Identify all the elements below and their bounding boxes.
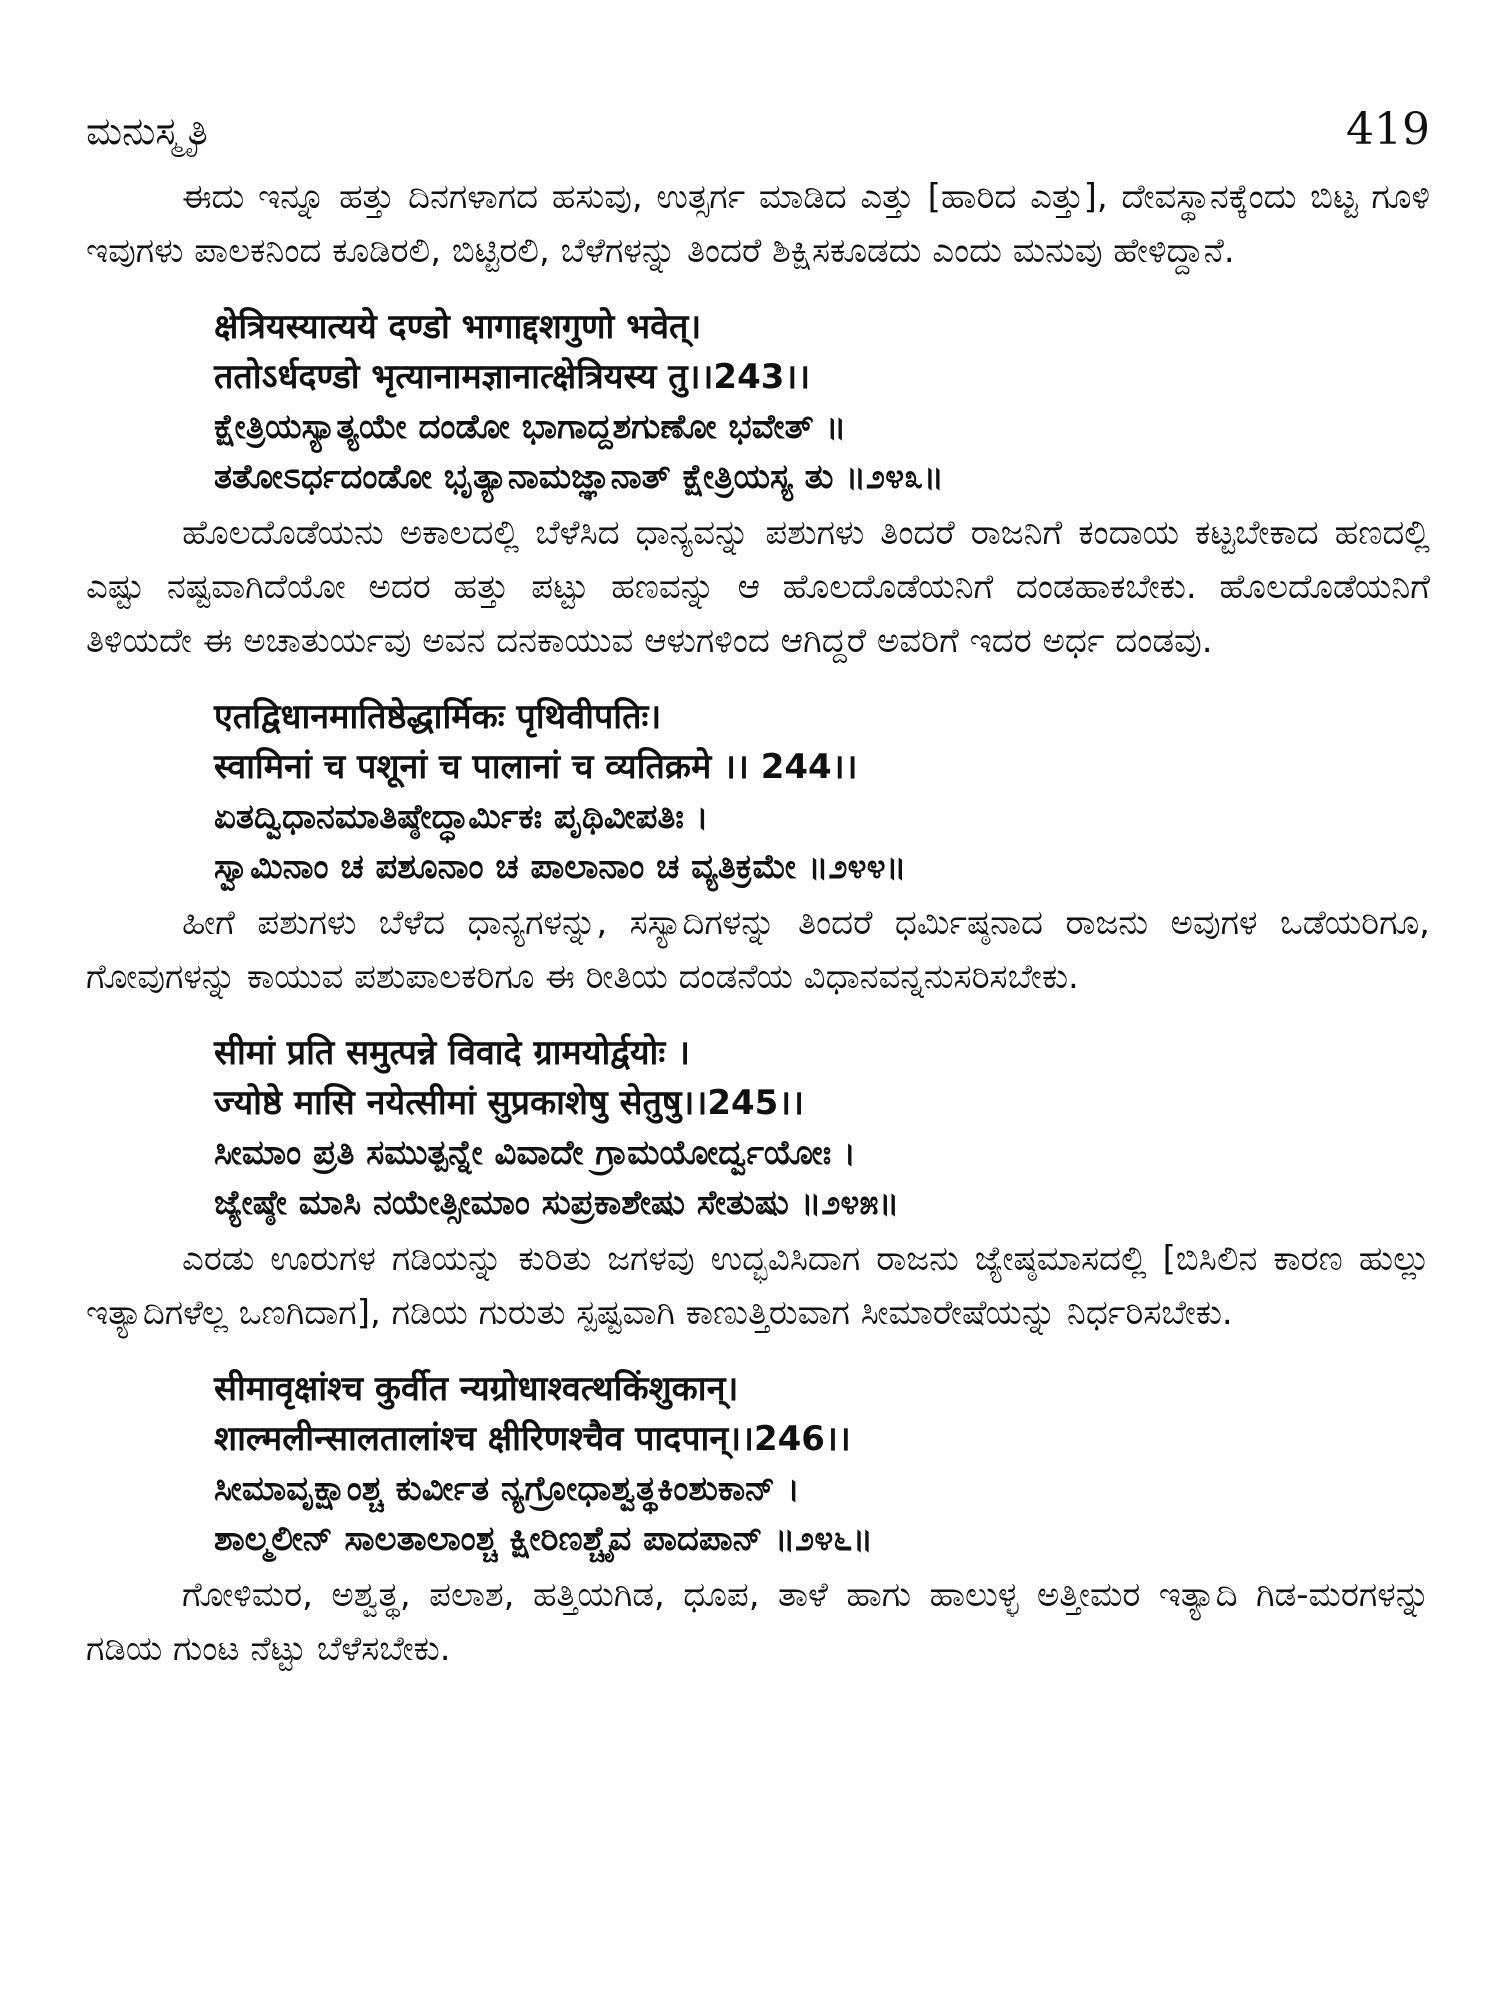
page-header	[86, 104, 1430, 155]
sanskrit-line: ततोऽर्धदण्डो भृत्यानामज्ञानात्क्षेत्रियस्य तु।।243।।	[214, 357, 811, 397]
kannada-verse-line: ಕ್ಷೇತ್ರಿಯಸ್ಯಾತ್ಯಯೇ ದಂಡೋ ಭಾಗಾದ್ದಶಗುಣೋ ಭವೇತ್ ॥	[214, 407, 847, 447]
verse-245	[214, 1028, 1430, 1228]
translation-paragraph: ಎರಡು ಊರುಗಳ ಗಡಿಯನ್ನು ಕುರಿತು ಜಗಳವು ಉದ್ಭವಿಸಿದಾಗ ರಾಜನು ಜ್ಯೇಷ್ಠಮಾಸದಲ್ಲಿ [ಬಿಸಿಲಿನ ಕಾರಣ ಹುಲ್ಲು ಇತ್ಯಾದಿಗಳೆಲ್ಲ ಒಣಗಿದಾಗ], ಗಡಿಯ ಗುರುತು ಸ್ಪಷ್ಟವಾಗಿ ಕಾಣುತ್ತಿರುವಾಗ ಸೀಮಾರೇಷೆಯನ್ನು ನಿರ್ಧರಿಸಬೇಕು.	[86, 1239, 1430, 1333]
kannada-verse-line: ಏತದ್ವಿಧಾನಮಾತಿಷ್ಠೇದ್ಧಾರ್ಮಿಕಃ ಪೃಥಿವೀಪತಿಃ ।	[214, 797, 709, 837]
intro-paragraph: ಈದು ಇನ್ನೂ ಹತ್ತು ದಿನಗಳಾಗದ ಹಸುವು, ಉತ್ಸರ್ಗ ಮಾಡಿದ ಎತ್ತು [ಹಾರಿದ ಎತ್ತು], ದೇವಸ್ಥಾನಕ್ಕೆಂದು ಬಿಟ್ಟ ಗೂಳಿ ಇವುಗಳು ಪಾಲಕನಿಂದ ಕೂಡಿರಲಿ, ಬಿಟ್ಟಿರಲಿ, ಬೆಳೆಗಳನ್ನು ತಿಂದರೆ ಶಿಕ್ಷಿಸಕೂಡದು ಎಂದು ಮನುವು ಹೇಳಿದ್ದಾನೆ.	[86, 177, 1430, 271]
sanskrit-line: स्वामिनां च पशूनां च पालानां च व्यतिक्रमे ।। 244।।	[214, 747, 858, 787]
sanskrit-line: शाल्मलीन्सालतालांश्च क्षीरिणश्चैव पादपान्।।246।।	[214, 1419, 851, 1459]
kannada-verse-line: ತತೋಽರ್ಧದಂಡೋ ಭೃತ್ಯಾನಾಮಜ್ಞಾನಾತ್ ಕ್ಷೇತ್ರಿಯಸ್ಯ ತು ॥೨೪೩॥	[214, 457, 944, 497]
verse-246	[214, 1364, 1430, 1564]
kannada-verse-line: ಜ್ಯೇಷ್ಠೇ ಮಾಸಿ ನಯೇತ್ಸೀಮಾಂ ಸುಪ್ರಕಾಶೇಷು ಸೇತುಷು ॥೨೪೫॥	[214, 1183, 900, 1223]
sanskrit-line: ज्योष्ठे मासि नयेत्सीमां सुप्रकाशेषु सेतुषु।।245।।	[214, 1083, 805, 1123]
verse-244	[214, 692, 1430, 892]
translation-paragraph: ಹೊಲದೊಡೆಯನು ಅಕಾಲದಲ್ಲಿ ಬೆಳೆಸಿದ ಧಾನ್ಯವನ್ನು ಪಶುಗಳು ತಿಂದರೆ ರಾಜನಿಗೆ ಕಂದಾಯ ಕಟ್ಟಬೇಕಾದ ಹಣದಲ್ಲಿ ಎಷ್ಟು ನಷ್ಟವಾಗಿದೆಯೋ ಅದರ ಹತ್ತು ಪಟ್ಟು ಹಣವನ್ನು ಆ ಹೊಲದೊಡೆಯನಿಗೆ ದಂಡಹಾಕಬೇಕು. ಹೊಲದೊಡೆಯನಿಗೆ ತಿಳಿಯದೇ ಈ ಅಚಾತುರ್ಯವು ಅವನ ದನಕಾಯುವ ಆಳುಗಳಿಂದ ಆಗಿದ್ದರೆ ಅವರಿಗೆ ಇದರ ಅರ್ಧ ದಂಡವು.	[86, 513, 1430, 661]
kannada-verse-line: ಸ್ವಾಮಿನಾಂ ಚ ಪಶೂನಾಂ ಚ ಪಾಲಾನಾಂ ಚ ವ್ಯತಿಕ್ರಮೇ ॥೨೪೪॥	[214, 847, 907, 887]
verse-243	[214, 302, 1430, 502]
kannada-verse-line: ಶಾಲ್ಮಲೀನ್ ಸಾಲತಾಲಾಂಶ್ಚ ಕ್ಷೀರಿಣಶ್ಚೈವ ಪಾದಪಾನ್ ॥೨೪೬॥	[214, 1519, 874, 1559]
sanskrit-line: क्षेत्रियस्यात्यये दण्डो भागाद्दशगुणो भवेत्।	[214, 307, 702, 347]
kannada-verse-line: ಸೀಮಾವೃಕ್ಷಾಂಶ್ಚ ಕುರ್ವೀತ ನ್ಯಗ್ರೋಧಾಶ್ವತ್ಥಕಿಂಶುಕಾನ್ ।	[214, 1469, 800, 1509]
running-title: ಮನುಸ್ಮೃತಿ	[86, 109, 208, 153]
sanskrit-line: सीमां प्रति समुत्पन्ने विवादे ग्रामयोर्द्वयोः ।	[214, 1033, 690, 1073]
translation-paragraph: ಹೀಗೆ ಪಶುಗಳು ಬೆಳೆದ ಧಾನ್ಯಗಳನ್ನು, ಸಸ್ಯಾದಿಗಳನ್ನು ತಿಂದರೆ ಧರ್ಮಿಷ್ಠನಾದ ರಾಜನು ಅವುಗಳ ಒಡೆಯರಿಗೂ, ಗೋವುಗಳನ್ನು ಕಾಯುವ ಪಶುಪಾಲಕರಿಗೂ ಈ ರೀತಿಯ ದಂಡನೆಯ ವಿಧಾನವನ್ನನುಸರಿಸಬೇಕು.	[86, 903, 1430, 997]
translation-paragraph: ಗೋಳಿಮರ, ಅಶ್ವತ್ಥ, ಪಲಾಶ, ಹತ್ತಿಯಗಿಡ, ಧೂಪ, ತಾಳೆ ಹಾಗು ಹಾಲುಳ್ಳ ಅತ್ತೀಮರ ಇತ್ಯಾದಿ ಗಿಡ-ಮರಗಳನ್ನು ಗಡಿಯ ಗುಂಟ ನೆಟ್ಟು ಬೆಳೆಸಬೇಕು.	[86, 1575, 1430, 1669]
sanskrit-line: एतद्विधानमातिष्ठेद्धार्मिकः पृथिवीपतिः।	[214, 697, 662, 737]
page-body	[86, 170, 1430, 1684]
page-number: 419	[1346, 104, 1430, 155]
kannada-verse-line: ಸೀಮಾಂ ಪ್ರತಿ ಸಮುತ್ಪನ್ನೇ ವಿವಾದೇ ಗ್ರಾಮಯೋರ್ದ್ವಯೋಃ ।	[214, 1133, 856, 1173]
sanskrit-line: सीमावृक्षांश्च कुर्वीत न्यग्रोधाश्वत्थकिंशुकान्।	[214, 1369, 739, 1409]
